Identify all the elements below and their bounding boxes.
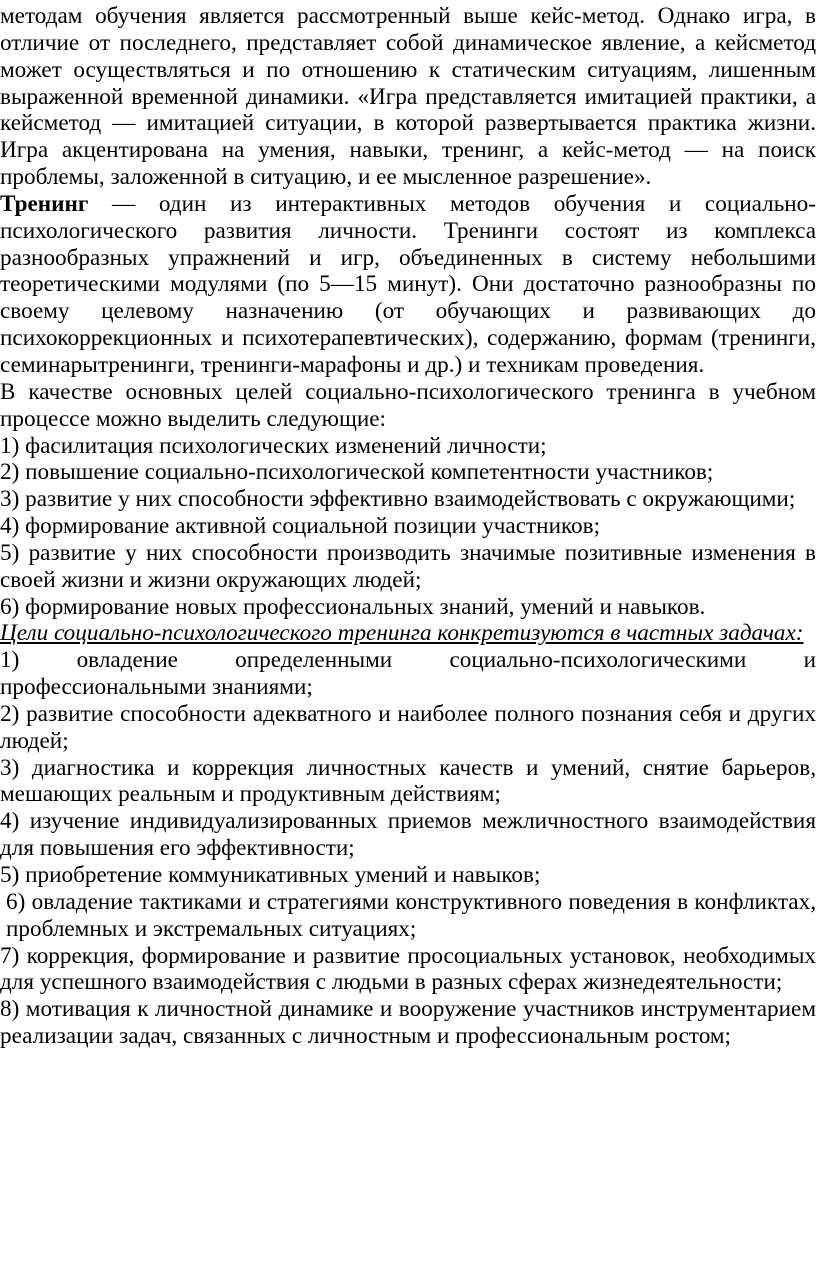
task-item: 6) овладение тактиками и стратегиями конструктивного поведения в конфликтах, проблемных и экстремальных ситуациях; [6,888,816,942]
intro-paragraph: методам обучения является рассмотренный выше кейс-метод. Однако игра, в отличие от последнего, представляет собой динамическое явление, а кейсметод может осуществляться и по отношению к статическим ситуациям, лишенным выраженной временной динамики. «Игра представляется имитацией практики, а кейсметод — имитацией ситуации, в которой развертывается практика жизни. Игра акцентирована на умения, навыки, тренинг, а кейс-метод — на поиск проблемы, заложенной в ситуацию, и ее мысленное разрешение». [0,3,816,191]
task-item: 8) мотивация к личностной динамике и вооружение участников инструментарием реализации задач, связанных с личностным и профессиональным ростом; [0,996,816,1050]
training-definition-paragraph [0,191,816,379]
task-item: 5) приобретение коммуникативных умений и навыков; [0,862,541,888]
task-item: 3) диагностика и коррекция личностных качеств и умений, снятие барьеров, мешающих реальным и продуктивным действиям; [0,754,816,808]
tasks-heading: Цели социально-психологического тренинга конкретизуются в частных задачах: [0,620,804,647]
goal-item: 6) формирование новых профессиональных знаний, умений и навыков. [0,593,706,620]
goal-item: 3) развитие у них способности эффективно взаимодействовать с окружающими; [0,486,796,513]
task-item: 1) овладение определенными социально-психологическими и профессиональными знаниями; [0,647,816,701]
goal-item: 1) фасилитация психологических изменений личности; [0,432,547,459]
goal-item: 5) развитие у них способности производить значимые позитивные изменения в своей жизни и жизни окружающих людей; [0,539,816,593]
task-item: 2) развитие способности адекватного и наиболее полного познания себя и других людей; [0,700,816,754]
task-item: 4) изучение индивидуализированных приемов межличностного взаимодействия для повышения его эффективности; [0,808,816,862]
goals-intro: В качестве основных целей социально-психологического тренинга в учебном процессе можно выделить следующие: [0,378,816,432]
goal-item: 2) повышение социально-психологической компетентности участников; [0,459,714,486]
goal-item: 4) формирование активной социальной позиции участников; [0,513,601,540]
training-definition-text: — один из интерактивных методов обучения и социально-психологического развития личности. Тренинги состоят из комплекса разнообразных упражнений и игр, объединенных в систему небольшими теоретическими модулями (по 5—15 минут). Они достаточно разнообразны по своему целевому назначению (от обучающих и развивающих до психокоррекционных и психотерапевтических), содержанию, формам (тренинги, семинарытренинги, тренинги-марафоны и др.) и техникам проведения. [0,190,816,378]
training-term: Тренинг [0,190,89,217]
task-item: 7) коррекция, формирование и развитие просоциальных установок, необходимых для успешного взаимодействия с людьми в разных сферах жизнедеятельности; [0,942,816,996]
